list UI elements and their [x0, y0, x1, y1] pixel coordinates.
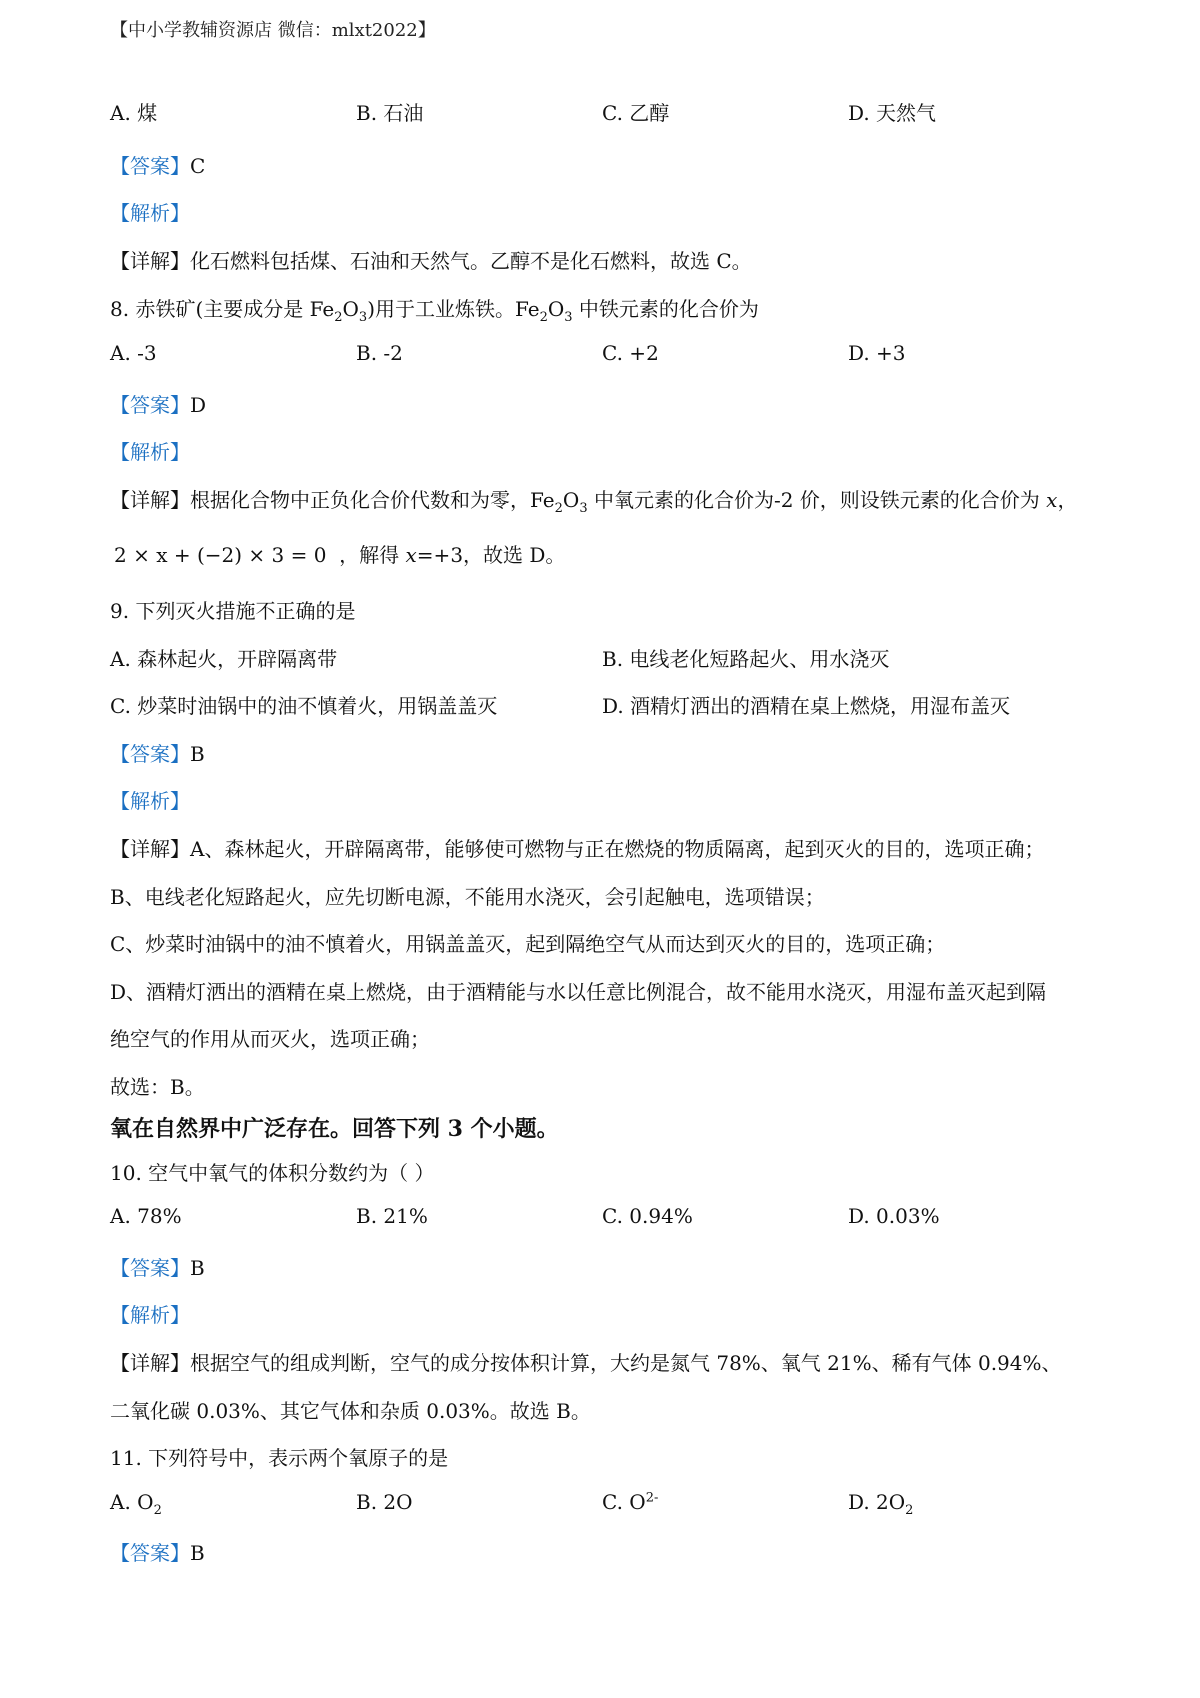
- detail-text: 根据空气的组成判断，空气的成分按体积计算，大约是氮气 78%、氧气 21%、稀有气体 0.94%、: [190, 1351, 1062, 1375]
- detail-text: 根据化合物中正负化合价代数和为零，Fe: [190, 488, 555, 512]
- q10-option-d: D. 0.03%: [848, 1204, 940, 1228]
- q9-detail-4: D、酒精灯洒出的酒精在桌上燃烧，由于酒精能与水以任意比例混合，故不能用水浇灭，用湿布盖灭起到隔: [110, 980, 1047, 1004]
- q7-option-a: A. 煤: [110, 101, 158, 125]
- q11-answer: [110, 1537, 205, 1566]
- q9-option-a: A. 森林起火，开辟隔离带: [110, 647, 338, 671]
- q10-detail-1: [110, 1347, 1062, 1376]
- equation: 2 × x + (−2) × 3 = 0: [114, 543, 327, 567]
- q10-answer: [110, 1252, 205, 1281]
- q8-option-d: D. +3: [848, 341, 906, 365]
- variable-x: x: [405, 543, 417, 567]
- detail-text: ，解得: [339, 543, 406, 567]
- q11-option-c: [602, 1490, 658, 1514]
- q10-analysis-label: 【解析】: [110, 1303, 190, 1327]
- subscript: 2: [334, 310, 343, 325]
- answer-value: B: [190, 742, 205, 766]
- q7-analysis-label: 【解析】: [110, 201, 190, 225]
- page-header: 【中小学教辅资源店 微信：mlxt2022】: [110, 20, 436, 41]
- detail-label: 【详解】: [110, 249, 190, 273]
- q8-option-c: C. +2: [602, 341, 659, 365]
- q10-option-a: A. 78%: [110, 1204, 182, 1228]
- q8-option-b: B. -2: [356, 341, 403, 365]
- option-text: A. O: [110, 1490, 154, 1514]
- answer-label: 【答案】: [110, 1256, 190, 1280]
- detail-label: 【详解】: [110, 1351, 190, 1375]
- q9-answer: [110, 738, 205, 767]
- q9-detail-1: [110, 833, 1044, 862]
- detail-label: 【详解】: [110, 837, 190, 861]
- q7-option-b: B. 石油: [356, 101, 424, 125]
- answer-label: 【答案】: [110, 154, 190, 178]
- q8-answer: [110, 389, 206, 418]
- q9-stem: 9. 下列灭火措施不正确的是: [110, 599, 356, 623]
- q7-detail: [110, 245, 752, 274]
- detail-label: 【详解】: [110, 488, 190, 512]
- superscript: 2-: [645, 1490, 659, 1506]
- q10-option-c: C. 0.94%: [602, 1204, 693, 1228]
- group-title: 氧在自然界中广泛存在。回答下列 3 个小题。: [110, 1116, 559, 1142]
- answer-label: 【答案】: [110, 1541, 190, 1565]
- variable-x: x: [1046, 488, 1058, 512]
- q9-analysis-label: 【解析】: [110, 789, 190, 813]
- answer-label: 【答案】: [110, 393, 190, 417]
- q8-stem-part: O: [547, 297, 565, 321]
- detail-text: ，: [1057, 488, 1078, 512]
- q8-analysis-label: 【解析】: [110, 440, 190, 464]
- answer-value: B: [190, 1541, 205, 1565]
- q11-option-a: [110, 1490, 162, 1518]
- option-text: C. O: [602, 1490, 646, 1514]
- detail-text: 中氧元素的化合价为-2 价，则设铁元素的化合价为: [587, 488, 1047, 512]
- q8-stem-part: 8. 赤铁矿(主要成分是 Fe: [110, 297, 335, 321]
- detail-text: O: [562, 488, 580, 512]
- q8-stem: [110, 293, 759, 325]
- detail-text: =+3，故选 D。: [416, 543, 566, 567]
- detail-text: A、森林起火，开辟隔离带，能够使可燃物与正在燃烧的物质隔离，起到灭火的目的，选项正确；: [190, 837, 1045, 861]
- answer-label: 【答案】: [110, 742, 190, 766]
- q11-option-b: B. 2O: [356, 1490, 413, 1514]
- option-text: D. 2O: [848, 1490, 906, 1514]
- q9-detail-5: 绝空气的作用从而灭火，选项正确；: [110, 1027, 430, 1051]
- q8-detail: [110, 484, 1077, 516]
- subscript: 2: [539, 310, 548, 325]
- q7-option-c: C. 乙醇: [602, 101, 670, 125]
- subscript: 3: [358, 310, 368, 325]
- q9-option-c: C. 炒菜时油锅中的油不慎着火，用锅盖盖灭: [110, 694, 498, 718]
- q10-detail-2: 二氧化碳 0.03%、其它气体和杂质 0.03%。故选 B。: [110, 1399, 591, 1423]
- subscript: 2: [905, 1503, 914, 1518]
- answer-value: B: [190, 1256, 205, 1280]
- detail-text: 化石燃料包括煤、石油和天然气。乙醇不是化石燃料，故选 C。: [190, 249, 752, 273]
- q7-option-d: D. 天然气: [848, 101, 937, 125]
- q7-answer: [110, 150, 205, 179]
- q8-stem-part: O: [342, 297, 359, 321]
- q9-conclusion: 故选：B。: [110, 1075, 205, 1099]
- q11-option-d: [848, 1490, 913, 1518]
- q11-stem: 11. 下列符号中，表示两个氧原子的是: [110, 1446, 449, 1470]
- subscript: 3: [564, 310, 573, 325]
- q9-option-d: D. 酒精灯洒出的酒精在桌上燃烧，用湿布盖灭: [602, 694, 1011, 718]
- q10-option-b: B. 21%: [356, 1204, 428, 1228]
- subscript: 2: [554, 501, 563, 516]
- q9-option-b: B. 电线老化短路起火、用水浇灭: [602, 647, 890, 671]
- q8-stem-part: )用于工业炼铁。Fe: [367, 297, 540, 321]
- subscript: 3: [579, 501, 588, 516]
- answer-value: C: [190, 154, 206, 178]
- q8-equation-line: [114, 539, 565, 568]
- q8-stem-part: 中铁元素的化合价为: [572, 297, 759, 321]
- subscript: 2: [153, 1503, 162, 1518]
- answer-value: D: [190, 393, 207, 417]
- q9-detail-3: C、炒菜时油锅中的油不慎着火，用锅盖盖灭，起到隔绝空气从而达到灭火的目的，选项正确；: [110, 932, 946, 956]
- q9-detail-2: B、电线老化短路起火，应先切断电源，不能用水浇灭，会引起触电，选项错误；: [110, 885, 825, 909]
- q10-stem: 10. 空气中氧气的体积分数约为（ ）: [110, 1161, 435, 1185]
- q8-option-a: A. -3: [110, 341, 157, 365]
